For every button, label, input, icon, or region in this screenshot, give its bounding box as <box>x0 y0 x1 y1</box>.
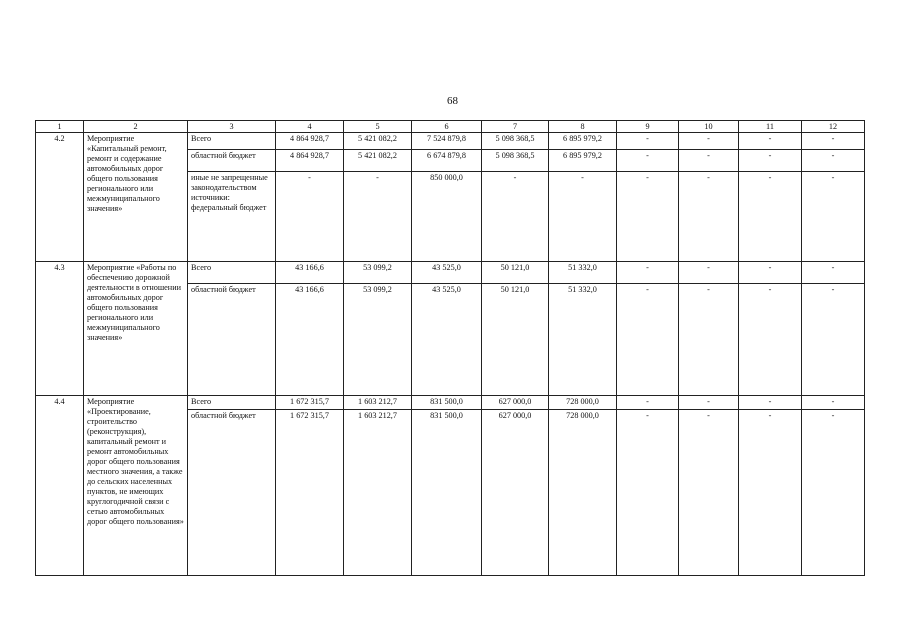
funding-source <box>188 172 276 262</box>
value-cell: - <box>679 262 739 284</box>
header-cell: 4 <box>276 121 344 133</box>
funding-source: Всего <box>188 133 276 150</box>
header-cell: 3 <box>188 121 276 133</box>
value-cell: - <box>679 284 739 396</box>
table-row <box>36 396 865 410</box>
value-cell: - <box>679 396 739 410</box>
funding-source-line: федеральный бюджет <box>191 203 267 212</box>
value-cell: - <box>617 133 679 150</box>
value-cell: 43 525,0 <box>412 262 482 284</box>
value-cell: 1 672 315,7 <box>276 410 344 576</box>
value-cell: 4 864 928,7 <box>276 133 344 150</box>
item-number: 4.3 <box>36 262 84 396</box>
value-cell: - <box>617 172 679 262</box>
page-number: 68 <box>447 95 458 107</box>
funding-source: областной бюджет <box>188 410 276 576</box>
value-cell: 1 603 212,7 <box>344 396 412 410</box>
value-cell: 627 000,0 <box>482 410 549 576</box>
value-cell: - <box>617 410 679 576</box>
value-cell: - <box>344 172 412 262</box>
header-cell: 10 <box>679 121 739 133</box>
header-cell: 1 <box>36 121 84 133</box>
value-cell: 43 166,6 <box>276 284 344 396</box>
value-cell: 1 672 315,7 <box>276 396 344 410</box>
value-cell: - <box>739 133 802 150</box>
budget-table <box>35 120 865 576</box>
table-row <box>36 262 865 284</box>
funding-source: областной бюджет <box>188 150 276 172</box>
value-cell: 51 332,0 <box>549 262 617 284</box>
value-cell: 53 099,2 <box>344 262 412 284</box>
funding-source: областной бюджет <box>188 284 276 396</box>
header-cell: 12 <box>802 121 865 133</box>
value-cell: - <box>739 396 802 410</box>
value-cell: - <box>276 172 344 262</box>
value-cell: 5 421 082,2 <box>344 150 412 172</box>
header-row <box>36 121 865 133</box>
value-cell: - <box>679 410 739 576</box>
value-cell: - <box>739 284 802 396</box>
header-cell: 5 <box>344 121 412 133</box>
value-cell: - <box>802 133 865 150</box>
value-cell: 4 864 928,7 <box>276 150 344 172</box>
value-cell: 1 603 212,7 <box>344 410 412 576</box>
item-number: 4.2 <box>36 133 84 262</box>
value-cell: - <box>739 150 802 172</box>
value-cell: - <box>802 262 865 284</box>
value-cell: - <box>617 150 679 172</box>
value-cell: - <box>802 284 865 396</box>
value-cell: 53 099,2 <box>344 284 412 396</box>
value-cell: - <box>617 396 679 410</box>
header-cell: 7 <box>482 121 549 133</box>
value-cell: 627 000,0 <box>482 396 549 410</box>
value-cell: 831 500,0 <box>412 410 482 576</box>
value-cell: 6 895 979,2 <box>549 150 617 172</box>
item-name: Мероприятие «Проектирование, строительство (реконструкция), капитальный ремонт и ремонт автомобильных дорог общего пользования местного значения, а также до сельских населенных пунктов, не имеющих круглогодичной связи с сетью автомобильных дорог общего пользования» <box>84 396 188 576</box>
value-cell: 43 525,0 <box>412 284 482 396</box>
funding-source: Всего <box>188 396 276 410</box>
value-cell: 831 500,0 <box>412 396 482 410</box>
value-cell: 5 098 368,5 <box>482 133 549 150</box>
value-cell: - <box>617 284 679 396</box>
value-cell: - <box>802 396 865 410</box>
value-cell: 50 121,0 <box>482 262 549 284</box>
value-cell: 5 421 082,2 <box>344 133 412 150</box>
value-cell: - <box>482 172 549 262</box>
funding-source: Всего <box>188 262 276 284</box>
value-cell: 6 674 879,8 <box>412 150 482 172</box>
value-cell: 728 000,0 <box>549 410 617 576</box>
value-cell: - <box>739 410 802 576</box>
header-cell: 11 <box>739 121 802 133</box>
value-cell: 850 000,0 <box>412 172 482 262</box>
value-cell: 728 000,0 <box>549 396 617 410</box>
item-number: 4.4 <box>36 396 84 576</box>
table-row <box>36 133 865 150</box>
item-name: Мероприятие «Работы по обеспечению дорожной деятельности в отношении автомобильных дорог общего пользования регионального или межмуниципального значения» <box>84 262 188 396</box>
value-cell: - <box>802 172 865 262</box>
header-cell: 9 <box>617 121 679 133</box>
value-cell: - <box>802 150 865 172</box>
header-cell: 8 <box>549 121 617 133</box>
value-cell: - <box>739 262 802 284</box>
value-cell: - <box>739 172 802 262</box>
header-cell: 2 <box>84 121 188 133</box>
value-cell: - <box>802 410 865 576</box>
header-cell: 6 <box>412 121 482 133</box>
funding-source-line: иные не запрещенные законодательством источники: <box>191 173 268 202</box>
value-cell: - <box>549 172 617 262</box>
value-cell: 51 332,0 <box>549 284 617 396</box>
value-cell: 50 121,0 <box>482 284 549 396</box>
value-cell: 43 166,6 <box>276 262 344 284</box>
value-cell: 7 524 879,8 <box>412 133 482 150</box>
value-cell: - <box>679 133 739 150</box>
value-cell: - <box>617 262 679 284</box>
value-cell: - <box>679 172 739 262</box>
item-name: Мероприятие «Капитальный ремонт, ремонт и содержание автомобильных дорог общего пользования регионального или межмуниципального значения» <box>84 133 188 262</box>
value-cell: - <box>679 150 739 172</box>
value-cell: 6 895 979,2 <box>549 133 617 150</box>
value-cell: 5 098 368,5 <box>482 150 549 172</box>
